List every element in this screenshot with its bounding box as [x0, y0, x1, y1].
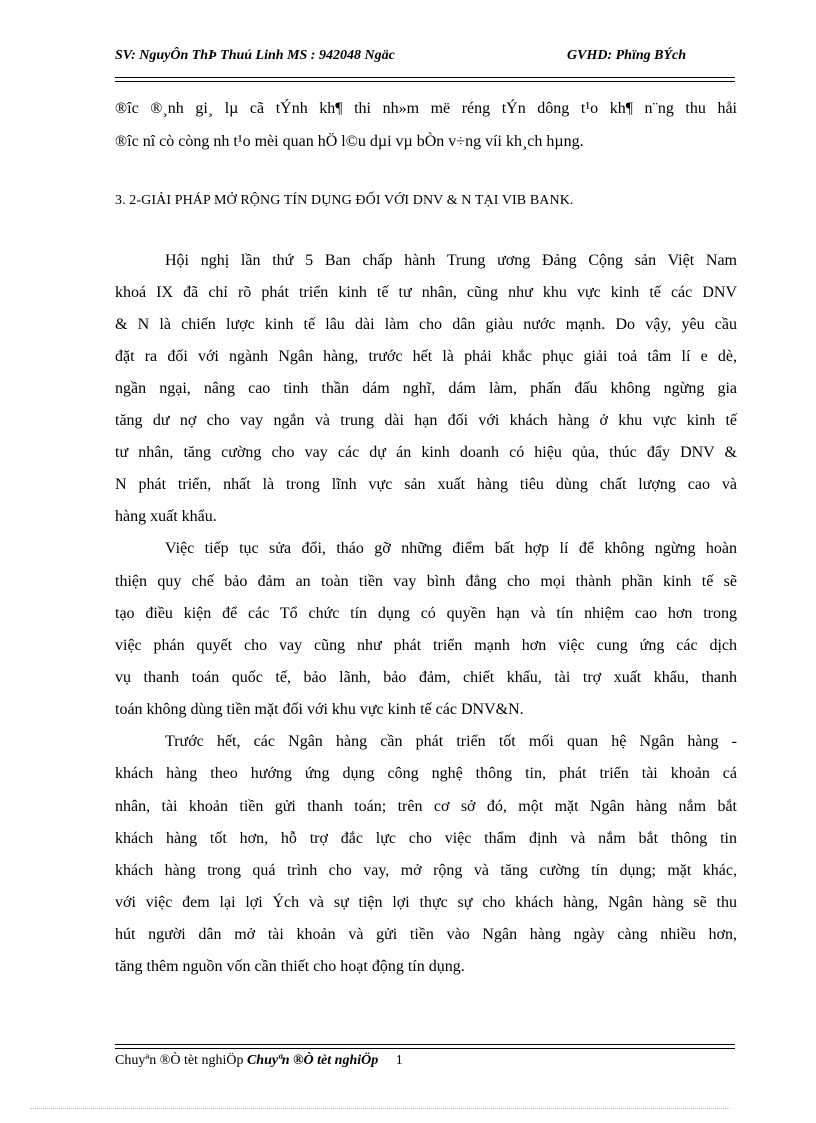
page-bottom-divider: [30, 1108, 730, 1109]
paragraph-line: toán không dùng tiền mặt đối với khu vực kinh tế các DNV&N.: [115, 701, 524, 718]
paragraph-line: khách hàng tốt hơn, hỗ trợ đắc lực cho việc thẩm định và nắm bắt thông tin: [115, 830, 737, 847]
paragraph-line: hàng xuất khẩu.: [115, 508, 217, 525]
paragraph-line: thiện quy chế bảo đảm an toàn tiền vay bình đẳng cho mọi thành phần kinh tế sẽ: [115, 573, 737, 590]
paragraph-line: N phát triển, nhất là trong lĩnh vực sản xuất hàng tiêu dùng chất lượng cao và: [115, 476, 737, 493]
paragraph-line: & N là chiến lược kinh tế lâu dài làm cho dân giàu nước mạnh. Do vậy, yêu cầu: [115, 316, 737, 333]
paragraph-line: đặt ra đối với ngành Ngân hàng, trước hết là phải khắc phục giải toả tâm lí e dè,: [115, 348, 737, 365]
student-info: SV: NguyÔn ThÞ Thuú Linh MS : 942048 Ngäc: [115, 48, 395, 63]
paragraph-line: tăng dư nợ cho vay ngắn và trung dài hạn đối với khách hàng ở khu vực kinh tế: [115, 412, 737, 429]
paragraph-line: hút người dân mở tài khoản và gửi tiền vào Ngân hàng ngày càng nhiều hơn,: [115, 926, 737, 943]
intro-line: ®îc nî cò còng nh t¹o mèi quan hÖ l©u dµi vµ bÒn v÷ng víi kh¸ch hµng.: [115, 133, 584, 150]
paragraph-line: tăng thêm nguồn vốn cần thiết cho hoạt động tín dụng.: [115, 958, 465, 975]
paragraph-line: tạo điều kiện để các Tổ chức tín dụng có quyền hạn và tín nhiệm cao hơn trong: [115, 605, 737, 622]
paragraph-line: Việc tiếp tục sửa đổi, tháo gỡ những điểm bất hợp lí để không ngừng hoàn: [165, 540, 737, 557]
paragraph-line: khách hàng theo hướng ứng dụng công nghệ thông tin, phát triển tài khoản cá: [115, 765, 737, 782]
advisor-info: GVHD: Phïng BÝch: [567, 48, 687, 63]
paragraph-line: vụ thanh toán quốc tế, bảo lãnh, bảo đảm, chiết khấu, tài trợ xuất khẩu, thanh: [115, 669, 737, 686]
footer-title-bold: Chuyªn ®Ò tèt nghiÖp: [246, 1053, 379, 1068]
footer-rule: [115, 1044, 735, 1049]
paragraph-line: với việc đem lại lợi Ých và sự tiện lợi thực sự cho khách hàng, Ngân hàng sẽ thu: [115, 894, 737, 911]
paragraph-line: Trước hết, các Ngân hàng cần phát triển tốt mối quan hệ Ngân hàng -: [165, 733, 737, 750]
paragraph-line: Hội nghị lần thứ 5 Ban chấp hành Trung ương Đảng Cộng sản Việt Nam: [165, 252, 737, 269]
paragraph-line: ngần ngại, nâng cao tinh thần dám nghĩ, dám làm, phấn đấu không ngừng gia: [115, 380, 737, 397]
header-rule: [115, 77, 735, 82]
paragraph-line: việc phán quyết cho vay cũng như phát triển mạnh hơn việc cung ứng các dịch: [115, 637, 737, 654]
page-number: 1: [395, 1053, 403, 1068]
paragraph-line: khách hàng trong quá trình cho vay, mở rộng và tăng cường tín dụng; mặt khác,: [115, 862, 737, 879]
intro-line: ®îc ®¸nh gi¸ lµ cã tÝnh kh¶ thi nh»m më réng tÝn dông t¹o kh¶ n¨ng thu håi: [115, 100, 737, 117]
paragraph-line: tư nhân, tăng cường cho vay các dự án kinh doanh có hiệu qủa, thúc đẩy DNV &: [115, 444, 737, 461]
paragraph-line: nhân, tài khoản tiền gửi thanh toán; trên cơ sở đó, một mặt Ngân hàng nắm bắt: [115, 798, 737, 815]
section-heading: 3. 2-GIẢI PHÁP MỞ RỘNG TÍN DỤNG ĐỐI VỚI DNV & N TẠI VIB BANK.: [115, 193, 574, 208]
page-footer: [115, 1052, 403, 1070]
footer-title: Chuyªn ®Ò tèt nghiÖp: [115, 1053, 244, 1068]
paragraph-line: khoá IX đã chỉ rõ phát triển kinh tế tư nhân, cũng như khu vực kinh tế các DNV: [115, 284, 737, 301]
